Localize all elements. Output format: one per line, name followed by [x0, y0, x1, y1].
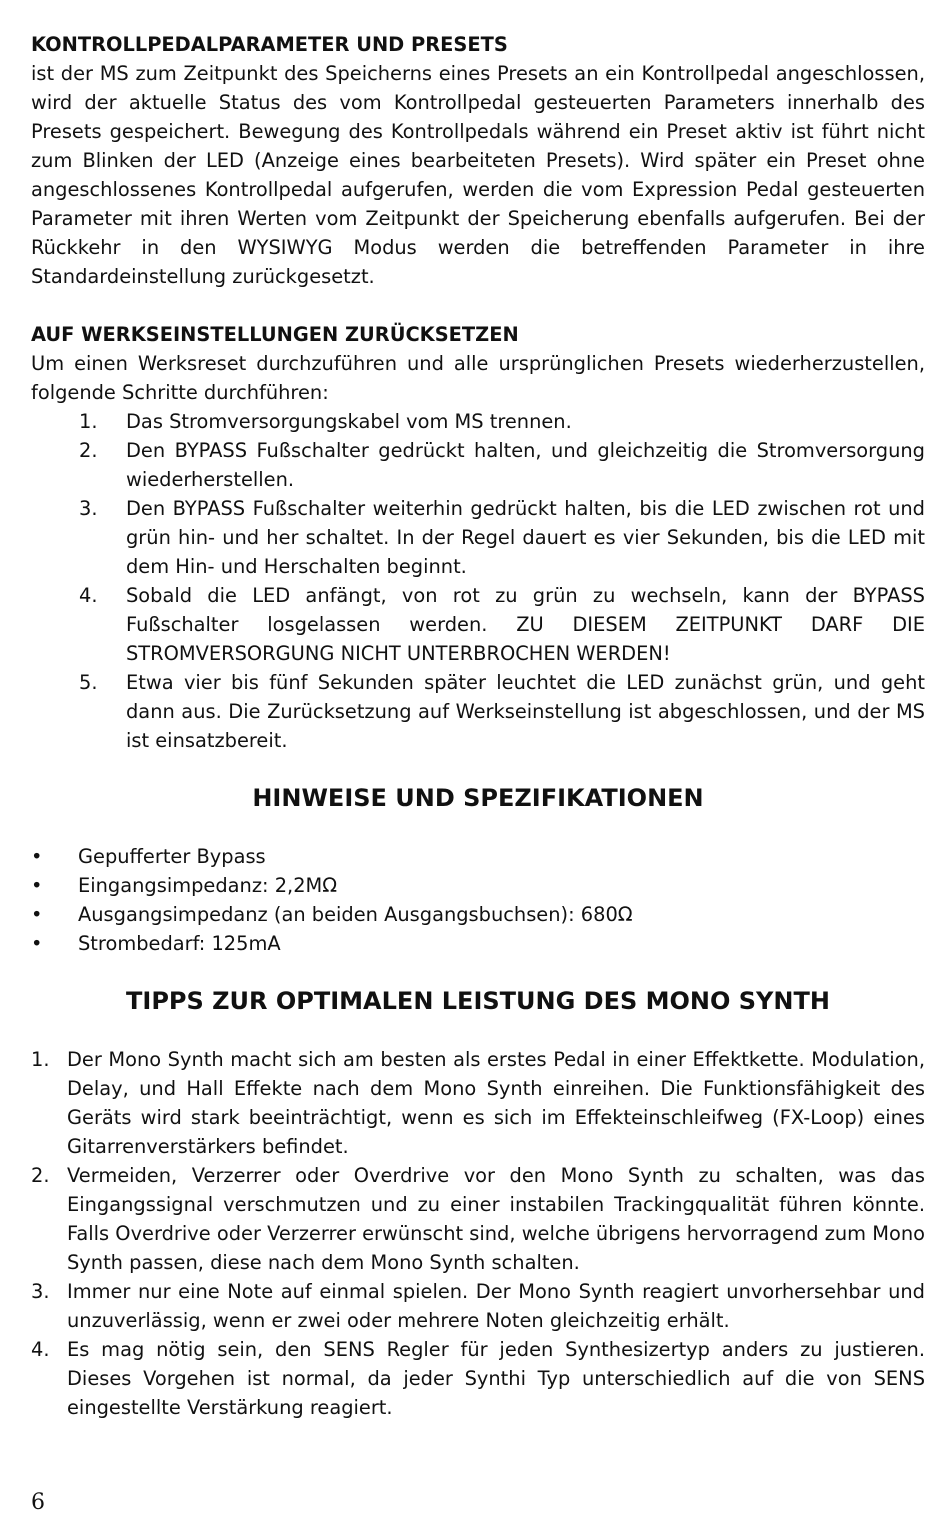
- list-item-text: Sobald die LED anfängt, von rot zu grün zu wechseln, kann der BYPASS Fußschalter losgelassen werden. ZU DIESEM ZEITPUNKT DARF DIE STROMVERSORGUNG NICHT UNTERBROCHEN WERDEN!: [126, 584, 925, 665]
- list-item: [31, 494, 925, 581]
- list-item-text: Strombedarf: 125mA: [78, 932, 281, 955]
- spacer: [31, 755, 925, 781]
- list-number: 2.: [79, 439, 98, 462]
- bullet-icon: •: [31, 932, 43, 955]
- list-item: [31, 871, 925, 900]
- list-number: 5.: [79, 671, 98, 694]
- paragraph-kontrollpedal: ist der MS zum Zeitpunkt des Speicherns eines Presets an ein Kontrollpedal angeschlossen, wird der aktuelle Status des vom Kontrollpedal gesteuerten Parameters innerhalb des Presets gespeichert. Bewegung des Kontrollpedals während ein Preset aktiv ist führt nicht zum Blinken der LED (Anzeige eines bearbeiteten Presets). Wird später ein Preset ohne angeschlossenes Kontrollpedal aufgerufen, werden die vom Expression Pedal gesteuerten Parameter mit ihren Werten vom Zeitpunkt der Speicherung ebenfalls aufgerufen. Bei der Rückkehr in den WYSIWYG Modus werden die betreffenden Parameter in ihre Standardeinstellung zurückgesetzt.: [31, 62, 925, 288]
- list-item: [31, 1277, 925, 1335]
- list-number: 4.: [79, 584, 98, 607]
- page-number: 6: [31, 1490, 45, 1515]
- list-item-text: Gepufferter Bypass: [78, 845, 266, 868]
- specs-list: [31, 842, 925, 958]
- section-heading-kontrollpedal: KONTROLLPEDALPARAMETER UND PRESETS: [31, 33, 508, 56]
- list-item-text: Das Stromversorgungskabel vom MS trennen.: [126, 410, 572, 433]
- list-item: [31, 581, 925, 668]
- list-item: [31, 929, 925, 958]
- list-item-text: Der Mono Synth macht sich am besten als erstes Pedal in einer Effektkette. Modulation, Delay, und Hall Effekte nach dem Mono Synth einreihen. Die Funktionsfähigkeit des Geräts wird stark beeinträchtigt, wenn es sich im Effekteinschleifweg (FX-Loop) eines Gitarrenverstärkers befindet.: [67, 1048, 925, 1158]
- list-item-text: Den BYPASS Fußschalter gedrückt halten, und gleichzeitig die Stromversorgung wiederherstellen.: [126, 439, 925, 491]
- list-item-text: Eingangsimpedanz: 2,2MΩ: [78, 874, 338, 897]
- section-heading-tipps: TIPPS ZUR OPTIMALEN LEISTUNG DES MONO SYNTH: [126, 987, 830, 1015]
- list-number: 1.: [31, 1048, 50, 1071]
- list-number: 2.: [31, 1164, 50, 1187]
- list-item: [31, 1335, 925, 1422]
- list-item: [31, 1045, 925, 1161]
- section-heading-werksreset: AUF WERKSEINSTELLUNGEN ZURÜCKSETZEN: [31, 323, 519, 346]
- list-item: [31, 900, 925, 929]
- spacer: [31, 958, 925, 984]
- list-item-text: Den BYPASS Fußschalter weiterhin gedrückt halten, bis die LED zwischen rot und grün hin- und her schaltet. In der Regel dauert es vier Sekunden, bis die LED mit dem Hin- und Herschalten beginnt.: [126, 497, 925, 578]
- list-item: [31, 1161, 925, 1277]
- list-item: [31, 842, 925, 871]
- reset-steps-list: [31, 407, 925, 755]
- section-heading-spezifikationen: HINWEISE UND SPEZIFIKATIONEN: [252, 784, 704, 812]
- list-item: [31, 668, 925, 755]
- bullet-icon: •: [31, 845, 43, 868]
- list-item-text: Etwa vier bis fünf Sekunden später leuchtet die LED zunächst grün, und geht dann aus. Die Zurücksetzung auf Werkseinstellung ist abgeschlossen, und der MS ist einsatzbereit.: [126, 671, 925, 752]
- list-number: 4.: [31, 1338, 50, 1361]
- paragraph-werksreset-intro: Um einen Werksreset durchzuführen und alle ursprünglichen Presets wiederherzustellen, folgende Schritte durchführen:: [31, 352, 925, 404]
- list-item-text: Immer nur eine Note auf einmal spielen. Der Mono Synth reagiert unvorhersehbar und unzuverlässig, wenn er zwei oder mehrere Noten gleichzeitig erhält.: [67, 1280, 925, 1332]
- list-number: 3.: [79, 497, 98, 520]
- list-item: [31, 436, 925, 494]
- list-item-text: Es mag nötig sein, den SENS Regler für jeden Synthesizertyp anders zu justieren. Dieses Vorgehen ist normal, da jeder Synthi Typ unterschiedlich auf die von SENS eingestellte Verstärkung reagiert.: [67, 1338, 925, 1419]
- spacer: [31, 291, 925, 320]
- list-item-text: Ausgangsimpedanz (an beiden Ausgangsbuchsen): 680Ω: [78, 903, 633, 926]
- list-item: [31, 407, 925, 436]
- document-page: [31, 30, 925, 1422]
- spacer: [31, 1018, 925, 1045]
- spacer: [31, 815, 925, 842]
- bullet-icon: •: [31, 874, 43, 897]
- list-number: 3.: [31, 1280, 50, 1303]
- list-number: 1.: [79, 410, 98, 433]
- tips-list: [31, 1045, 925, 1422]
- list-item-text: Vermeiden, Verzerrer oder Overdrive vor den Mono Synth zu schalten, was das Eingangssignal verschmutzen und zu einer instabilen Trackingqualität führen könnte. Falls Overdrive oder Verzerrer erwünscht sind, welche übrigens hervorragend zum Mono Synth passen, diese nach dem Mono Synth schalten.: [67, 1164, 925, 1274]
- bullet-icon: •: [31, 903, 43, 926]
